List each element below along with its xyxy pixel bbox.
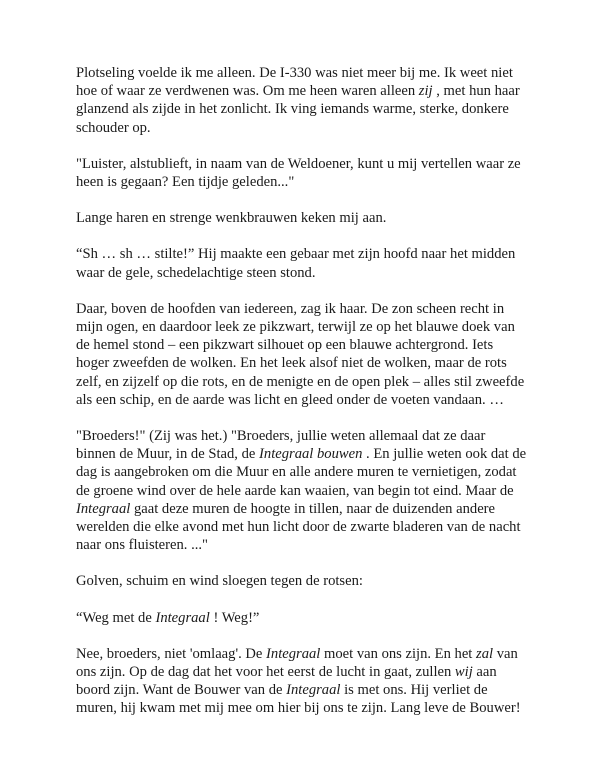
paragraph-italic-text: Integraal: [286, 682, 341, 699]
paragraph-6: [76, 427, 528, 554]
paragraph-text: Lange haren en strenge wenkbrauwen keken mij aan.: [76, 210, 387, 227]
paragraph-8: [76, 609, 528, 627]
paragraph-italic-text: wij: [454, 664, 473, 681]
paragraph-text: “Weg met de: [76, 609, 156, 626]
paragraph-2: [76, 155, 528, 191]
paragraph-text: gaat deze muren de hoogte in tillen, naar de duizenden andere werelden die elke avond met hun licht door de zwarte bladeren van de nacht naar ons fluisteren. ...": [76, 500, 521, 554]
paragraph-italic-text: Integraal: [266, 645, 321, 662]
paragraph-7: [76, 572, 528, 590]
paragraph-9: [76, 645, 528, 718]
paragraph-italic-text: Integraal: [76, 500, 131, 517]
paragraph-text: van ons zijn. Op de dag dat het voor het eerst de lucht in gaat, zullen: [76, 645, 518, 681]
paragraph-1: [76, 64, 528, 137]
paragraph-text: aan boord zijn. Want de Bouwer van de: [76, 664, 497, 699]
paragraph-text: is met ons. Hij verliet de muren, hij kwam met mij mee om hier bij ons te zijn. Lang leve de Bouwer!: [76, 682, 521, 717]
paragraph-italic-text: zal: [476, 645, 494, 662]
paragraph-text: “Sh … sh … stilte!” Hij maakte een gebaar met zijn hoofd naar het midden waar de gele, schedelachtige steen stond.: [76, 246, 516, 281]
paragraph-text: "Broeders!" (Zij was het.) "Broeders, jullie weten allemaal dat ze daar binnen de Muur, in de Stad, de: [76, 428, 486, 463]
paragraph-text: moet van ons zijn. En het: [320, 645, 477, 662]
paragraph-text: Plotseling voelde ik me alleen. De I-330 was niet meer bij me. Ik weet niet hoe of waar ze verdwenen was. Om me heen waren alleen: [76, 65, 513, 100]
paragraph-text: . En jullie weten ook dat de dag is aangebroken om die Muur en alle andere muren te vernietigen, zodat de groene wind over de hele aarde kan waaien, van begin tot eind. Maar de: [76, 446, 527, 499]
paragraph-text: Nee, broeders, niet 'omlaag'. De: [76, 645, 267, 662]
paragraph-italic-text: Integraal bouwen: [259, 446, 363, 463]
paragraph-text: Daar, boven de hoofden van iedereen, zag ik haar. De zon scheen recht in mijn ogen, en daardoor leek ze pikzwart, terwijl ze op het blauwe doek van de hemel stond – een pikzwart silhouet op een blauwe achtergrond. Iets hoger zweefden de wolken. En het leek alsof niet de wolken, maar de rots zelf, en zijzelf op die rots, en de menigte en de open plek – alles stil zweefde als een schip, en de aarde was licht en gleed onder de voeten vandaan. …: [76, 300, 525, 408]
paragraph-text: Golven, schuim en wind sloegen tegen de rotsen:: [76, 573, 363, 590]
document-page: [76, 64, 528, 736]
paragraph-text: , met hun haar glanzend als zijde in het zonlicht. Ik ving iemands warme, sterke, donkere schouder op.: [76, 83, 520, 136]
paragraph-5: [76, 300, 528, 409]
paragraph-text: "Luister, alstublieft, in naam van de Weldoener, kunt u mij vertellen waar ze heen is gegaan? Een tijdje geleden...": [76, 155, 521, 191]
paragraph-text: ! Weg!”: [209, 609, 260, 626]
paragraph-italic-text: Integraal: [155, 609, 210, 626]
paragraph-4: [76, 245, 528, 281]
paragraph-italic-text: zij: [418, 83, 433, 100]
paragraph-3: [76, 209, 528, 227]
